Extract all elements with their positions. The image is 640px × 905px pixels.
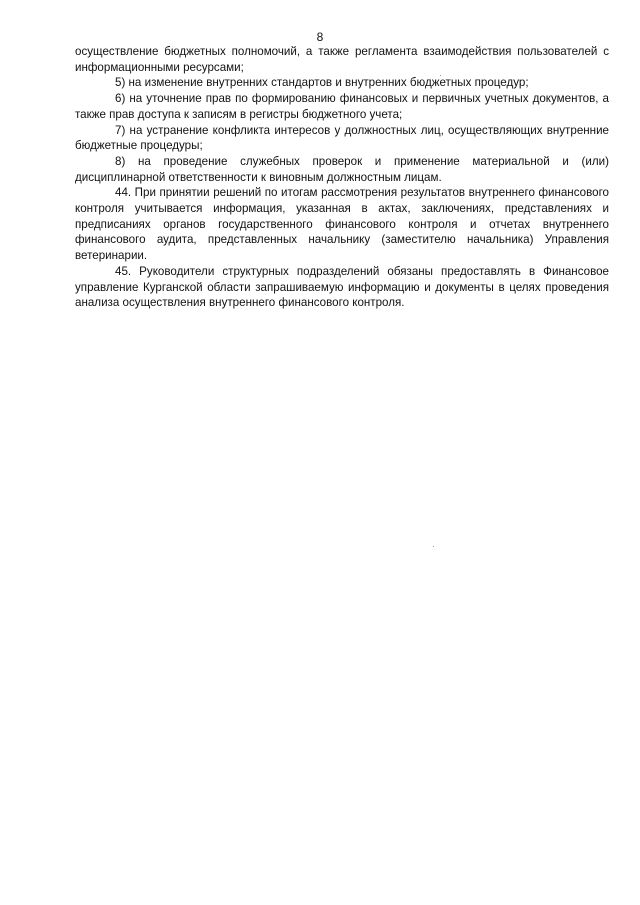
paragraph-section-45: 45. Руководители структурных подразделений обязаны предоставлять в Финансовое управление Курганской области запрашиваемую информацию и документы в целях проведения анализа осуществления внутреннего финансового контроля. [75, 264, 609, 310]
scan-speck [440, 75, 441, 76]
paragraph-continuation: осуществление бюджетных полномочий, а также регламента взаимодействия пользователей с информационными ресурсами; [75, 45, 609, 74]
document-body [75, 44, 609, 311]
paragraph-item-5: 5) на изменение внутренних стандартов и внутренних бюджетных процедур; [115, 76, 529, 90]
paragraph-section-44: 44. При принятии решений по итогам рассмотрения результатов внутреннего финансового контроля учитывается информация, указанная в актах, заключениях, представлениях и предписаниях органов государственного финансового контроля и отчетах внутреннего финансового аудита, представленных начальнику (заместителю начальника) Управления ветеринарии. [75, 186, 609, 263]
paragraph-item-8: 8) на проведение служебных проверок и применение материальной и (или) дисциплинарной ответственности к виновным должностным лицам. [75, 154, 609, 184]
paragraph-item-7: 7) на устранение конфликта интересов у должностных лиц, осуществляющих внутренние бюджетные процедуры; [75, 123, 609, 153]
scan-speck [433, 546, 434, 547]
paragraph-item-6: 6) на уточнение прав по формированию финансовых и первичных учетных документов, а также прав доступа к записям в регистры бюджетного учета; [75, 92, 609, 121]
page-number: 8 [316, 30, 324, 44]
